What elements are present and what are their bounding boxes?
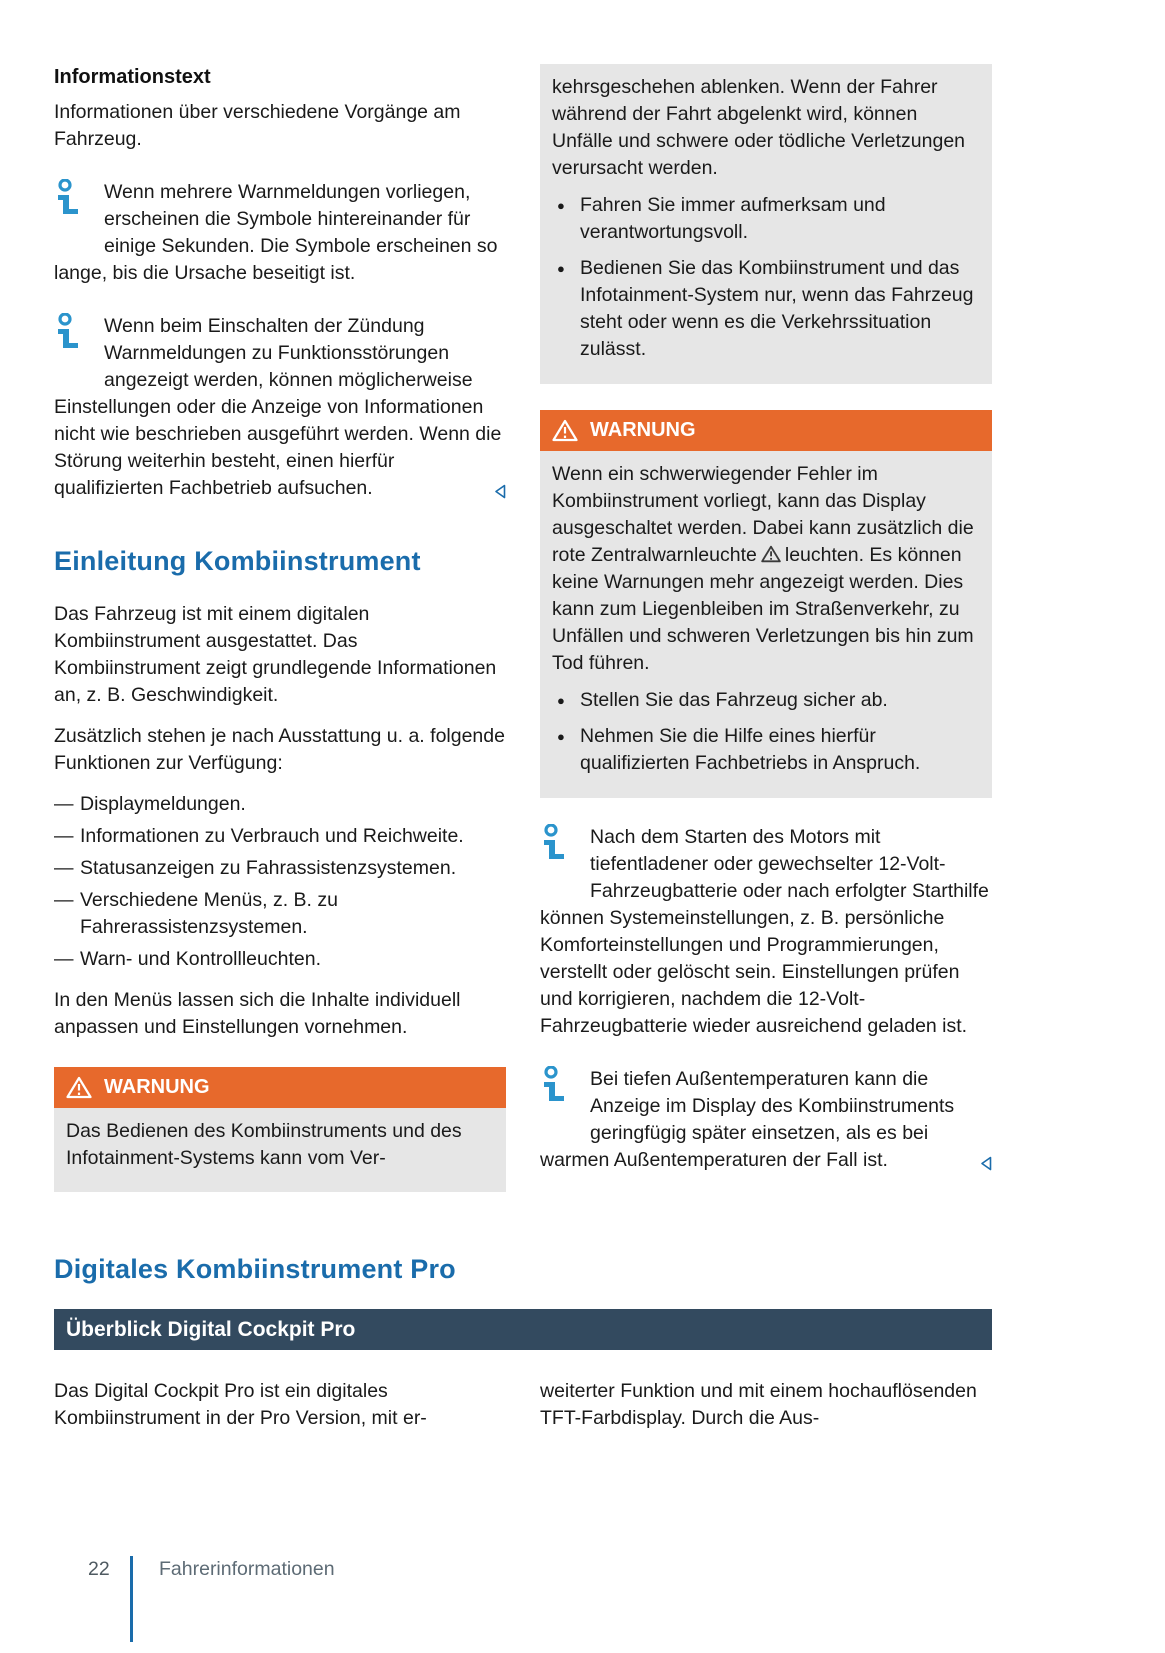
- left-column: [54, 64, 506, 1192]
- warning-text-part1: Wenn ein schwerwiegender Fehler im Kombiinstrument vorliegt, kann das Display ausgeschaltet werden. Dabei kann zusätzlich die rote Zentralwarnleuchte: [552, 463, 974, 566]
- warning-text: Das Bedienen des Kombiinstruments und des Infotainment-Systems kann vom Ver-: [66, 1120, 462, 1169]
- info-note-1: [54, 179, 506, 287]
- right-column: [540, 64, 992, 1192]
- footer-divider: [130, 1556, 133, 1642]
- warning-box-1: [54, 1067, 506, 1192]
- info-icon: [54, 179, 104, 235]
- warning-box-2: [540, 410, 992, 798]
- paragraph: In den Menüs lassen sich die Inhalte individuell anpassen und Einstellungen vornehmen.: [54, 989, 461, 1038]
- info-icon: [540, 1066, 590, 1122]
- bottom-left-paragraph: Das Digital Cockpit Pro ist ein digitales Kombiinstrument in der Pro Version, mit er-: [54, 1380, 427, 1429]
- bullet-item: ● Bedienen Sie das Kombiinstrument und das Infotainment-System nur, wenn das Fahrzeug steht oder wenn es die Verkehrssituation zulässt.: [552, 255, 980, 363]
- info-note-3: [540, 824, 992, 1040]
- subsection-heading-informationstext: Informationstext: [54, 66, 211, 88]
- page-number: 22: [88, 1558, 110, 1580]
- warning-body: [54, 1108, 506, 1192]
- page-footer: [88, 1556, 335, 1642]
- warning-title: WARNUNG: [104, 1076, 210, 1098]
- dash-list-item: — Verschiedene Menüs, z. B. zu Fahrerassistenzsystemen.: [54, 887, 506, 941]
- overview-banner: Überblick Digital Cockpit Pro: [54, 1309, 992, 1350]
- warning-bullet-list: [552, 687, 980, 777]
- warning-title: WARNUNG: [590, 419, 696, 441]
- info-note-2: [54, 313, 506, 502]
- bottom-two-column-text: [54, 1378, 992, 1446]
- bullet-item: ● Fahren Sie immer aufmerksam und verantwortungsvoll.: [552, 192, 980, 246]
- section-end-icon: [980, 1156, 992, 1171]
- warning-continuation-box: [540, 64, 992, 384]
- warning-text: [552, 461, 980, 677]
- info-note-4: [540, 1066, 992, 1174]
- section-end-icon: [494, 484, 506, 499]
- dash-list-item: — Statusanzeigen zu Fahrassistenzsystemen.: [54, 855, 506, 882]
- dash-list-item: — Informationen zu Verbrauch und Reichweite.: [54, 823, 506, 850]
- dash-list-item: — Displaymeldungen.: [54, 791, 506, 818]
- warning-header: [540, 410, 992, 451]
- section-heading-einleitung: Einleitung Kombiinstrument: [54, 546, 421, 576]
- info-icon: [540, 824, 590, 880]
- warning-header: [54, 1067, 506, 1108]
- paragraph: Das Fahrzeug ist mit einem digitalen Kombiinstrument ausgestattet. Das Kombiinstrument zeigt grundlegende Informationen an, z. B. Geschwindigkeit.: [54, 603, 497, 706]
- note-text: Bei tiefen Außentemperaturen kann die Anzeige im Display des Kombiinstruments geringfügig später einsetzen, als es bei warmen Außentemperaturen der Fall ist.: [540, 1068, 955, 1171]
- warning-triangle-icon: [66, 1076, 92, 1099]
- dash-list-item: — Warn- und Kontrollleuchten.: [54, 946, 506, 973]
- section-heading-digitales-kombiinstrument-pro: Digitales Kombiinstrument Pro: [54, 1254, 456, 1284]
- warning-text-part2: leuchten. Es können keine Warnungen mehr angezeigt werden. Dies kann zum Liegenbleiben im Straßenverkehr, zu Unfällen und schweren Verletzungen bis hin zum Tod führen.: [552, 544, 974, 674]
- two-column-layout: [54, 64, 992, 1192]
- warning-body: [540, 451, 992, 798]
- central-warning-lamp-icon: [761, 545, 781, 563]
- bullet-item: ● Nehmen Sie die Hilfe eines hierfür qualifizierten Fachbetriebs in Anspruch.: [552, 723, 980, 777]
- info-icon: [54, 313, 104, 369]
- bottom-right-paragraph: weiterter Funktion und mit einem hochauflösenden TFT-Farbdisplay. Durch die Aus-: [540, 1380, 977, 1429]
- warning-triangle-icon: [552, 419, 578, 442]
- note-text: Wenn beim Einschalten der Zündung Warnmeldungen zu Funktionsstörungen angezeigt werden, können möglicherweise Einstellungen oder die Anzeige von Informationen nicht wie beschrieben ausgeführt werden. Wenn die Störung weiterhin besteht, einen hierfür qualifizierten Fachbetrieb aufsuchen.: [54, 315, 502, 499]
- paragraph-informationstext: Informationen über verschiedene Vorgänge am Fahrzeug.: [54, 101, 461, 150]
- footer-section-label: Fahrerinformationen: [159, 1558, 335, 1580]
- note-text: Wenn mehrere Warnmeldungen vorliegen, erscheinen die Symbole hintereinander für einige Sekunden. Die Symbole erscheinen so lange, bis die Ursache beseitigt ist.: [54, 181, 498, 284]
- feature-dash-list: [54, 791, 506, 973]
- paragraph: Zusätzlich stehen je nach Ausstattung u. a. folgende Funktionen zur Verfügung:: [54, 725, 505, 774]
- note-text: Nach dem Starten des Motors mit tiefentladener oder gewechselter 12-Volt-Fahrzeugbatterie oder nach erfolgter Starthilfe können Systemeinstellungen, z. B. persönliche Komforteinstellungen und Programmierungen, verstellt oder gelöscht sein. Einstellungen prüfen und korrigieren, nachdem die 12-Volt-Fahrzeugbatterie wieder ausreichend geladen ist.: [540, 826, 989, 1037]
- bullet-item: ● Stellen Sie das Fahrzeug sicher ab.: [552, 687, 980, 714]
- warning-bullet-list: [552, 192, 980, 363]
- warning-text: kehrsgeschehen ablenken. Wenn der Fahrer während der Fahrt abgelenkt wird, können Unfälle und schwere oder tödliche Verletzungen verursacht werden.: [552, 76, 966, 179]
